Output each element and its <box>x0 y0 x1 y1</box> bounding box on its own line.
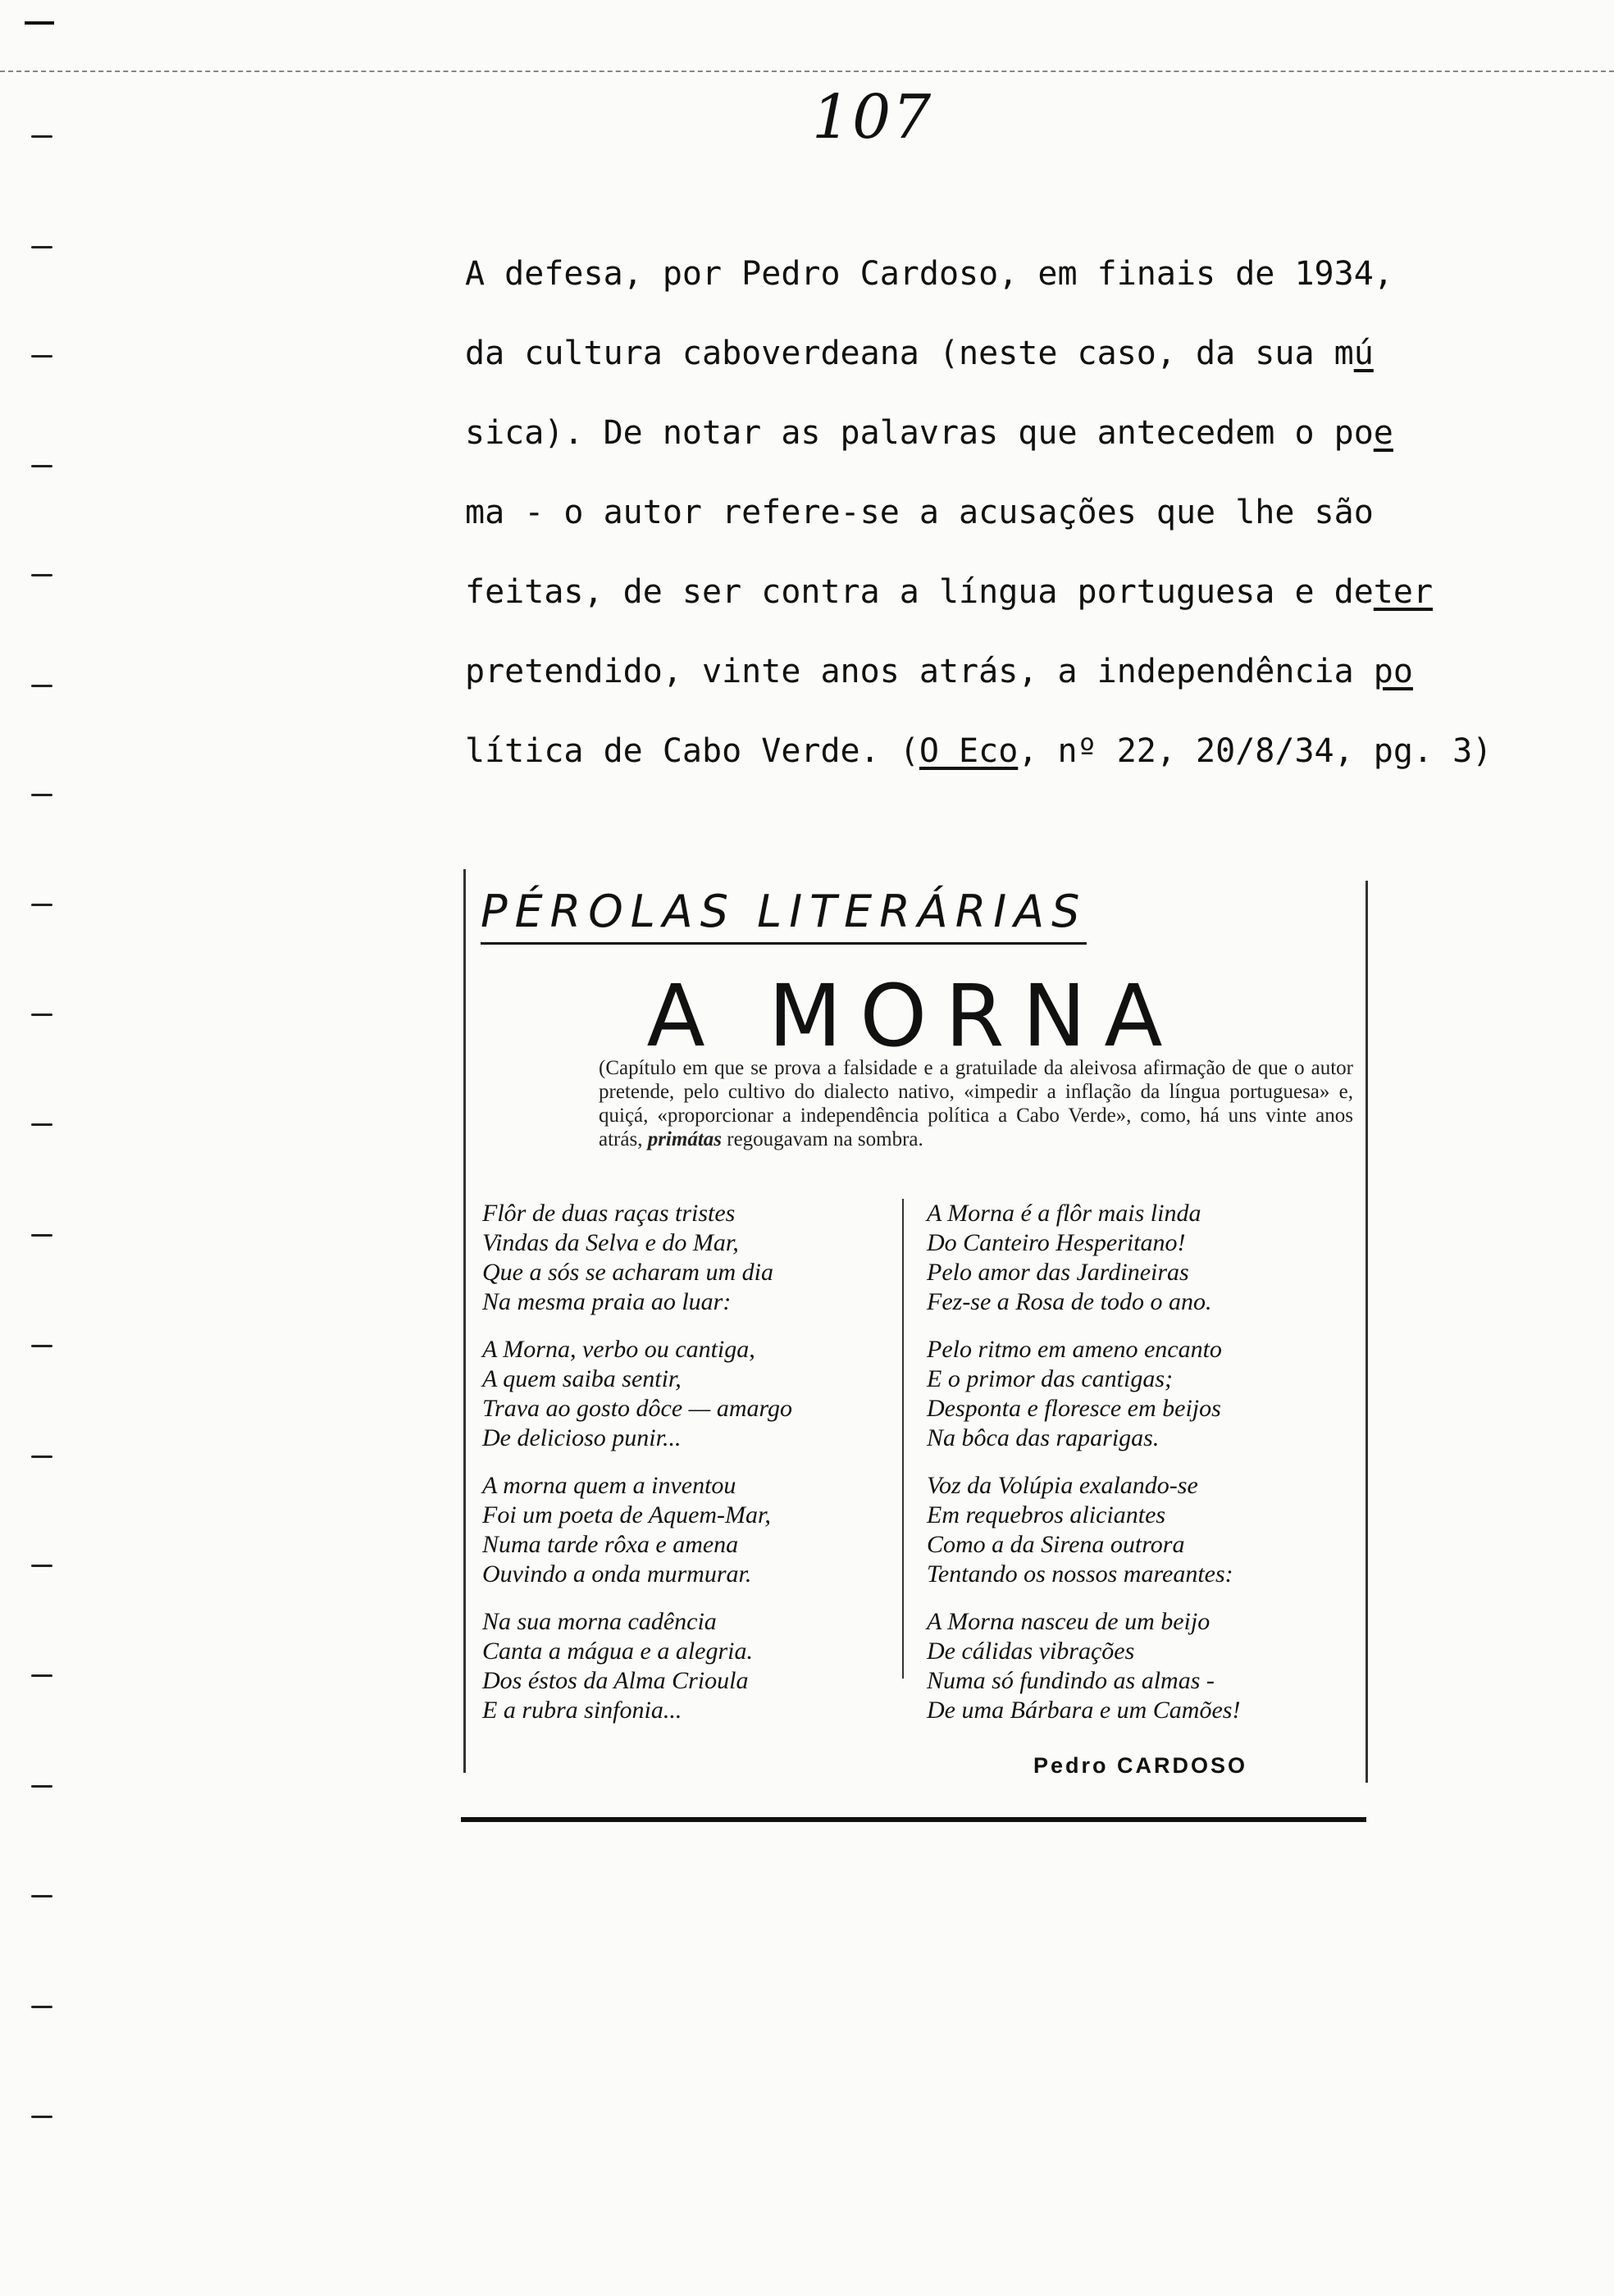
poem-verse: Em requebros aliciantes <box>927 1501 1166 1528</box>
poem-verse: De cálidas vibrações <box>927 1638 1135 1665</box>
author-signature: Pedro CARDOSO <box>1033 1753 1248 1778</box>
poem-verse: Numa só fundindo as almas - <box>927 1667 1215 1694</box>
margin-tick <box>31 355 52 358</box>
margin-tick <box>31 246 52 248</box>
poem-verse: Voz da Volúpia exalando-se <box>927 1472 1198 1499</box>
underlined-text: po <box>1373 653 1413 690</box>
poem-subtitle <box>599 1056 1353 1151</box>
margin-tick <box>31 794 52 796</box>
margin-tick <box>31 1785 52 1788</box>
poem-stanza <box>927 1335 1320 1453</box>
poem-verse: A morna quem a inventou <box>482 1472 736 1499</box>
poem-verse: Que a sós se acharam um dia <box>482 1259 773 1286</box>
poem-verse: Trava ao gosto dôce — amargo <box>482 1395 793 1422</box>
poem-verse: A Morna é a flôr mais linda <box>927 1200 1201 1227</box>
margin-tick <box>31 135 52 138</box>
poem-verse: Desponta e floresce em beijos <box>927 1395 1221 1422</box>
margin-tick <box>31 1345 52 1347</box>
margin-tick <box>31 1565 52 1567</box>
margin-tick <box>31 2006 52 2008</box>
poem-title: A MORNA <box>646 966 1181 1066</box>
margin-tick <box>31 2116 52 2118</box>
intro-text <box>465 246 1556 803</box>
typed-line <box>465 405 1556 485</box>
margin-tick <box>31 685 52 687</box>
typed-line <box>465 246 1556 326</box>
poem-verse: Dos éstos da Alma Crioula <box>482 1667 749 1694</box>
typed-text: pretendido, vinte anos atrás, a independência <box>465 653 1374 690</box>
typed-text: , nº 22, 20/8/34, pg. 3) <box>1018 732 1493 770</box>
typed-text: sica). De notar as palavras que antecedem o po <box>465 414 1374 452</box>
underlined-text: ter <box>1373 573 1434 611</box>
underlined-text: ú <box>1353 335 1374 372</box>
margin-tick <box>31 1456 52 1458</box>
poem-verse: Na bôca das raparigas. <box>927 1424 1160 1451</box>
margin-tick <box>31 1014 52 1016</box>
poem-verse: Canta a mágua e a alegria. <box>482 1638 753 1665</box>
scan-top-rule <box>0 71 1614 72</box>
poem-stanza <box>482 1335 876 1453</box>
poem-verse: A Morna, verbo ou cantiga, <box>482 1336 755 1363</box>
poem-verse: Como a da Sirena outrora <box>927 1531 1185 1558</box>
subtitle-text-end: regougavam na sombra. <box>722 1128 923 1150</box>
poem-verse: Na sua morna cadência <box>482 1608 717 1635</box>
margin-tick <box>31 1674 52 1677</box>
margin-tick <box>31 904 52 906</box>
margin-tick <box>31 574 52 576</box>
poem-verse: Pelo amor das Jardineiras <box>927 1259 1189 1286</box>
margin-tick <box>31 1123 52 1126</box>
poem-verse: E o primor das cantigas; <box>927 1365 1173 1392</box>
typed-line <box>465 564 1556 644</box>
poem-verse: Tentando os nossos mareantes: <box>927 1560 1233 1588</box>
clipping-bottom-rule <box>461 1817 1366 1822</box>
poem-verse: A Morna nasceu de um beijo <box>927 1608 1210 1635</box>
poem-verse: E a rubra sinfonia... <box>482 1697 682 1724</box>
poem-verse: De uma Bárbara e um Camões! <box>927 1697 1241 1724</box>
margin-tick <box>31 465 52 467</box>
underlined-text: O Eco <box>919 732 1019 770</box>
poem-verse: Fez-se a Rosa de todo o ano. <box>927 1288 1212 1315</box>
typed-line <box>465 485 1556 564</box>
typed-text: da cultura caboverdeana (neste caso, da sua m <box>465 335 1354 372</box>
underlined-text: e <box>1373 414 1393 452</box>
poem-verse: Pelo ritmo em ameno encanto <box>927 1336 1222 1363</box>
page-number: 107 <box>812 82 933 153</box>
typed-text: A defesa, por Pedro Cardoso, em finais de 1934, <box>465 255 1393 293</box>
typed-text: feitas, de ser contra a língua portuguesa e de <box>465 573 1374 611</box>
typed-text: lítica de Cabo Verde. ( <box>465 732 919 770</box>
typed-line <box>465 644 1556 723</box>
subtitle-text: (Capítulo em que se prova a falsidade e a gratuilade da aleivosa afirmação de que o autor pretende, pelo cultivo do dialecto nativo, «impedir a inflação da língua portuguesa» e, quiçá, «proporcionar a independência política a Cabo Verde», como, há uns vinte anos atrás, <box>599 1057 1353 1150</box>
section-title: PÉROLAS LITERÁRIAS <box>481 886 1087 945</box>
poem-verse: Numa tarde rôxa e amena <box>482 1531 739 1558</box>
typed-line <box>465 326 1556 405</box>
poem-right-column <box>927 1199 1320 1743</box>
poem-verse: Foi um poeta de Aquem-Mar, <box>482 1501 771 1528</box>
newspaper-clipping <box>459 869 1368 1781</box>
poem-stanza <box>482 1471 876 1589</box>
typed-text: ma - o autor refere-se a acusações que lhe são <box>465 494 1374 531</box>
poem-verse: Flôr de duas raças tristes <box>482 1200 736 1227</box>
poem-verse: De delicioso punir... <box>482 1424 682 1451</box>
poem-verse: A quem saiba sentir, <box>482 1365 682 1392</box>
poem-verse: Na mesma praia ao luar: <box>482 1288 732 1315</box>
margin-tick <box>31 1234 52 1237</box>
poem-left-column <box>482 1199 876 1743</box>
poem-verse: Vindas da Selva e do Mar, <box>482 1229 739 1256</box>
typed-line <box>465 723 1556 803</box>
poem-stanza <box>927 1199 1320 1317</box>
poem-stanza <box>482 1199 876 1317</box>
poem-verse: Ouvindo a onda murmurar. <box>482 1560 752 1588</box>
margin-tick <box>31 1895 52 1897</box>
poem-verse: Do Canteiro Hesperitano! <box>927 1229 1186 1256</box>
poem-stanza <box>927 1607 1320 1725</box>
poem-stanza <box>927 1471 1320 1589</box>
subtitle-emphasis: primátas <box>647 1128 722 1150</box>
corner-mark <box>25 21 54 25</box>
poem-stanza <box>482 1607 876 1725</box>
column-divider <box>902 1199 904 1679</box>
